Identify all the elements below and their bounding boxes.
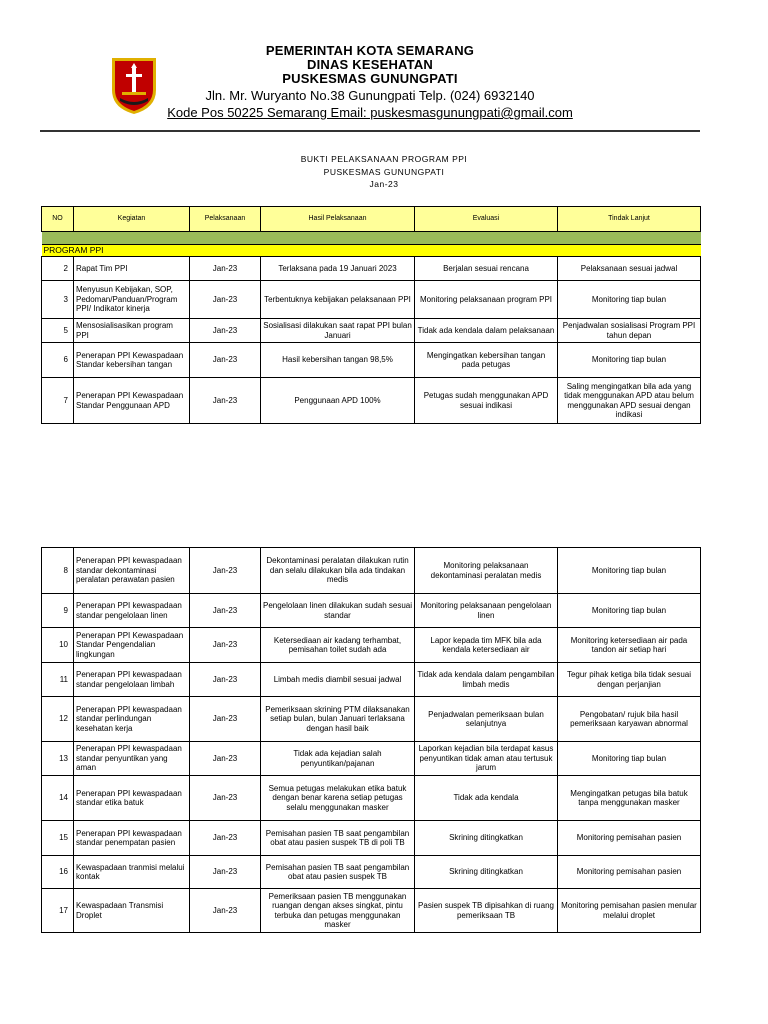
cell-hasil: Pemisahan pasien TB saat pengambilan obat atau pasien suspek TB di poli TB [261,821,415,856]
cell-kegiatan: Rapat Tim PPI [74,257,190,281]
table-header-row [42,207,701,232]
cell-evaluasi: Monitoring pelaksanaan program PPI [415,281,558,319]
cell-kegiatan: Kewaspadaan Transmisi Droplet [74,889,190,933]
cell-no: 7 [42,378,74,424]
table-row [42,776,701,821]
cell-hasil: Pemeriksaan skrining PTM dilaksanakan setiap bulan, bulan Januari terlaksana dengan hasil baik [261,697,415,742]
cell-kegiatan: Penerapan PPI kewaspadaan standar pengelolaan linen [74,594,190,628]
title-line1: BUKTI PELAKSANAAN PROGRAM PPI [300,154,468,164]
cell-kegiatan: Kewaspadaan tranmisi melalui kontak [74,856,190,889]
cell-kegiatan: Penerapan PPI Kewaspadaan Standar Penggunaan APD [74,378,190,424]
cell-no: 13 [42,742,74,776]
cell-tindak-lanjut: Penjadwalan sosialisasi Program PPI tahun depan [558,319,701,343]
cell-no: 9 [42,594,74,628]
cell-evaluasi: Monitoring pelaksanaan dekontaminasi peralatan medis [415,548,558,594]
col-header-evaluasi: Evaluasi [415,207,558,232]
cell-evaluasi: Skrining ditingkatkan [415,856,558,889]
letterhead-address: Jln. Mr. Wuryanto No.38 Gunungpati Telp. (024) 6932140 [205,88,535,103]
cell-pelaksanaan: Jan-23 [190,776,261,821]
cell-no: 2 [42,257,74,281]
cell-pelaksanaan: Jan-23 [190,821,261,856]
cell-pelaksanaan: Jan-23 [190,628,261,663]
cell-tindak-lanjut: Monitoring pemisahan pasien menular melalui droplet [558,889,701,933]
cell-evaluasi: Lapor kepada tim MFK bila ada kendala ketersediaan air [415,628,558,663]
cell-pelaksanaan: Jan-23 [190,378,261,424]
cell-hasil: Hasil kebersihan tangan 98,5% [261,343,415,378]
table-row [42,856,701,889]
letterhead [0,38,768,132]
cell-tindak-lanjut: Monitoring tiap bulan [558,594,701,628]
section-label: PROGRAM PPI [42,245,701,257]
cell-tindak-lanjut: Monitoring tiap bulan [558,343,701,378]
cell-no: 10 [42,628,74,663]
cell-tindak-lanjut: Monitoring ketersediaan air pada tandon air setiap hari [558,628,701,663]
letterhead-line3: PUSKESMAS GUNUNGPATI [282,71,458,86]
cell-kegiatan: Penerapan PPI kewaspadaan standar penyuntikan yang aman [74,742,190,776]
cell-tindak-lanjut: Monitoring pemisahan pasien [558,856,701,889]
cell-pelaksanaan: Jan-23 [190,343,261,378]
col-header-hasil: Hasil Pelaksanaan [261,207,415,232]
cell-hasil: Limbah medis diambil sesuai jadwal [261,663,415,697]
green-separator-row [42,232,701,245]
cell-pelaksanaan: Jan-23 [190,257,261,281]
cell-evaluasi: Tidak ada kendala dalam pengambilan limbah medis [415,663,558,697]
cell-evaluasi: Tidak ada kendala dalam pelaksanaan [415,319,558,343]
cell-no: 14 [42,776,74,821]
cell-pelaksanaan: Jan-23 [190,697,261,742]
table-row [42,319,701,343]
table-row [42,697,701,742]
cell-evaluasi: Tidak ada kendala [415,776,558,821]
cell-tindak-lanjut: Tegur pihak ketiga bila tidak sesuai dengan perjanjian [558,663,701,697]
cell-tindak-lanjut: Monitoring pemisahan pasien [558,821,701,856]
cell-no: 6 [42,343,74,378]
table-row [42,594,701,628]
cell-tindak-lanjut: Mengingatkan petugas bila batuk tanpa menggunakan masker [558,776,701,821]
title-line2: PUSKESMAS GUNUNGPATI [323,166,445,177]
cell-pelaksanaan: Jan-23 [190,742,261,776]
cell-tindak-lanjut: Saling mengingatkan bila ada yang tidak menggunakan APD atau belum menggunakan APD sesuai dengan indikasi [558,378,701,424]
cell-hasil: Dekontaminasi peralatan dilakukan rutin dan selalu dilakukan bila ada tindakan medis [261,548,415,594]
cell-hasil: Penggunaan APD 100% [261,378,415,424]
cell-no: 5 [42,319,74,343]
cell-kegiatan: Penerapan PPI kewaspadaan standar etika batuk [74,776,190,821]
cell-kegiatan: Penerapan PPI Kewaspadaan Standar kebersihan tangan [74,343,190,378]
cell-pelaksanaan: Jan-23 [190,548,261,594]
cell-evaluasi: Monitoring pelaksanaan pengelolaan linen [415,594,558,628]
letterhead-line1: PEMERINTAH KOTA SEMARANG [265,43,475,58]
cell-hasil: Terlaksana pada 19 Januari 2023 [261,257,415,281]
cell-kegiatan: Penerapan PPI kewaspadaan standar pengelolaan limbah [74,663,190,697]
cell-no: 16 [42,856,74,889]
cell-hasil: Tidak ada kejadian salah penyuntikan/pajanan [261,742,415,776]
cell-evaluasi: Petugas sudah menggunakan APD sesuai indikasi [415,378,558,424]
cell-tindak-lanjut: Pelaksanaan sesuai jadwal [558,257,701,281]
letterhead-divider [40,130,700,132]
cell-evaluasi: Pasien suspek TB dipisahkan di ruang pemeriksaan TB [415,889,558,933]
cell-no: 12 [42,697,74,742]
cell-hasil: Sosialisasi dilakukan saat rapat PPI bulan Januari [261,319,415,343]
cell-tindak-lanjut: Pengobatan/ rujuk bila hasil pemeriksaan karyawan abnormal [558,697,701,742]
letterhead-line2: DINAS KESEHATAN [306,57,434,72]
ppi-table-page2 [41,547,701,933]
cell-pelaksanaan: Jan-23 [190,594,261,628]
cell-pelaksanaan: Jan-23 [190,889,261,933]
title-line3: Jan-23 [369,179,399,189]
cell-kegiatan: Mensosialisasikan program PPI [74,319,190,343]
letterhead-postal-email[interactable]: Kode Pos 50225 Semarang Email: puskesmasgunungpati@gmail.com [167,105,573,120]
cell-no: 11 [42,663,74,697]
cell-pelaksanaan: Jan-23 [190,856,261,889]
cell-hasil: Ketersediaan air kadang terhambat, pemisahan toilet sudah ada [261,628,415,663]
table-row [42,889,701,933]
cell-evaluasi: Laporkan kejadian bila terdapat kasus penyuntikan tidak aman atau tertusuk jarum [415,742,558,776]
table-row [42,257,701,281]
cell-evaluasi: Mengingatkan kebersihan tangan pada petugas [415,343,558,378]
table-row [42,378,701,424]
cell-no: 3 [42,281,74,319]
table-row [42,343,701,378]
cell-tindak-lanjut: Monitoring tiap bulan [558,281,701,319]
cell-evaluasi: Berjalan sesuai rencana [415,257,558,281]
ppi-table-page1 [41,206,701,424]
cell-kegiatan: Penerapan PPI kewaspadaan standar perlindungan kesehatan kerja [74,697,190,742]
cell-kegiatan: Menyusun Kebijakan, SOP, Pedoman/Panduan/Program PPI/ Indikator kinerja [74,281,190,319]
cell-tindak-lanjut: Monitoring tiap bulan [558,548,701,594]
col-header-kegiatan: Kegiatan [74,207,190,232]
cell-hasil: Pengelolaan linen dilakukan sudah sesuai standar [261,594,415,628]
cell-no: 15 [42,821,74,856]
document-title [0,153,768,191]
table-row [42,281,701,319]
cell-kegiatan: Penerapan PPI Kewaspadaan Standar Pengendalian lingkungan [74,628,190,663]
cell-hasil: Terbentuknya kebijakan pelaksanaan PPI [261,281,415,319]
cell-pelaksanaan: Jan-23 [190,281,261,319]
cell-no: 8 [42,548,74,594]
cell-pelaksanaan: Jan-23 [190,319,261,343]
cell-evaluasi: Skrining ditingkatkan [415,821,558,856]
col-header-tindak-lanjut: Tindak Lanjut [558,207,701,232]
col-header-no: NO [42,207,74,232]
table-row [42,548,701,594]
cell-hasil: Pemeriksaan pasien TB menggunakan ruangan dengan akses singkat, pintu terbuka dan petugas menggunakan masker [261,889,415,933]
section-row [42,245,701,257]
table-row [42,821,701,856]
cell-hasil: Semua petugas melakukan etika batuk dengan benar karena setiap petugas selalu menggunakan masker [261,776,415,821]
cell-pelaksanaan: Jan-23 [190,663,261,697]
col-header-pelaksanaan: Pelaksanaan [190,207,261,232]
cell-kegiatan: Penerapan PPI kewaspadaan standar penempatan pasien [74,821,190,856]
table-row [42,628,701,663]
cell-no: 17 [42,889,74,933]
cell-kegiatan: Penerapan PPI kewaspadaan standar dekontaminasi peralatan perawatan pasien [74,548,190,594]
cell-hasil: Pemisahan pasien TB saat pengambilan obat atau pasien suspek TB [261,856,415,889]
cell-tindak-lanjut: Monitoring tiap bulan [558,742,701,776]
cell-evaluasi: Penjadwalan pemeriksaan bulan selanjutnya [415,697,558,742]
table-row [42,742,701,776]
table-row [42,663,701,697]
